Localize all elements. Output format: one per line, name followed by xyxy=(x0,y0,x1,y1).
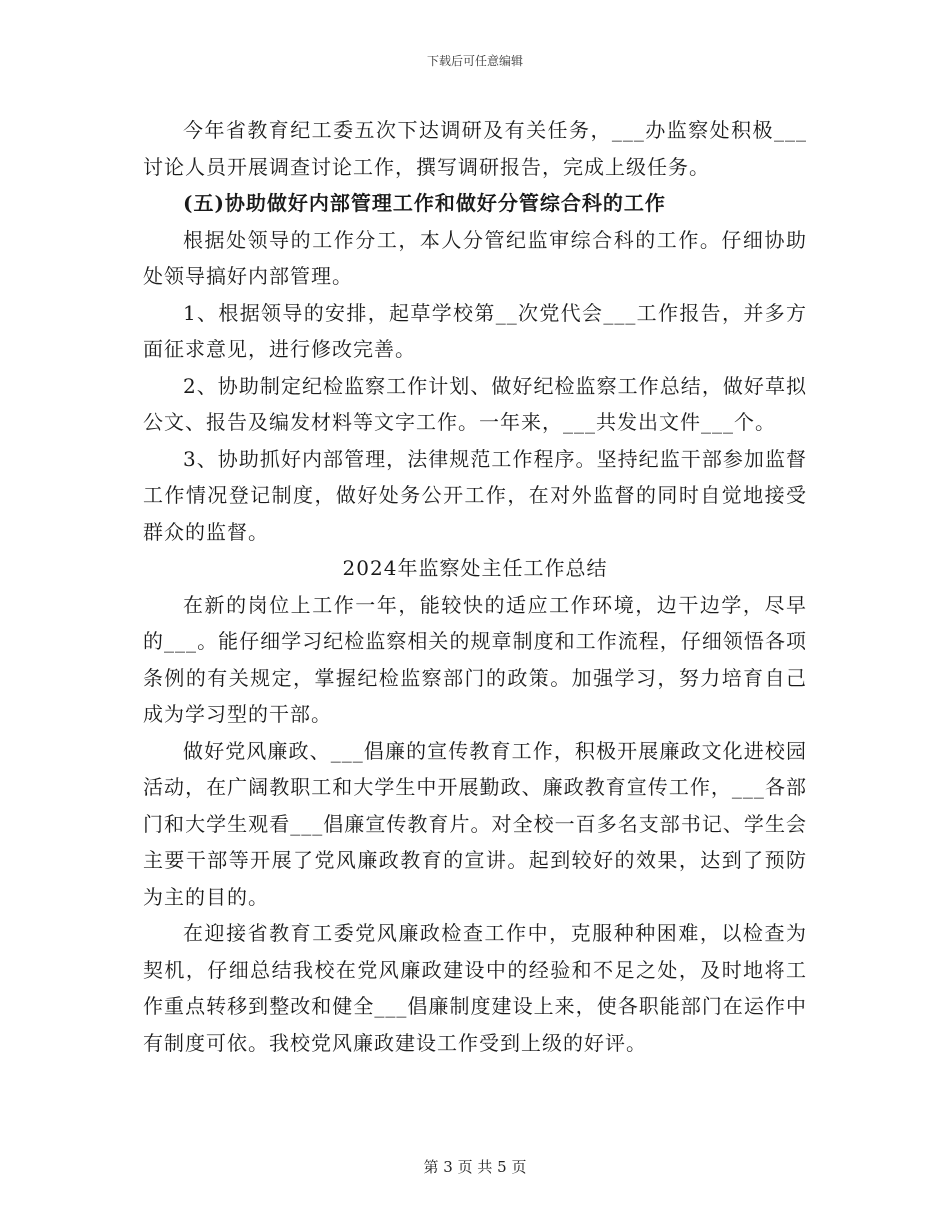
list-item-2: 2、协助制定纪检监察工作计划、做好纪检监察工作总结，做好草拟公文、报告及编发材料等文字工作。一年来，___共发出文件___个。 xyxy=(143,373,807,434)
page-header: 下载后可任意编辑 xyxy=(426,54,523,68)
paragraph-division-of-work: 根据处领导的工作分工，本人分管纪监审综合科的工作。仔细协助处领导搞好内部管理。 xyxy=(143,227,807,288)
paragraph-research-tasks: 今年省教育纪工委五次下达调研及有关任务，___办监察处积极___讨论人员开展调查讨论工作，撰写调研报告，完成上级任务。 xyxy=(143,118,807,179)
page-number: 第 3 页 共 5 页 xyxy=(423,1158,527,1176)
list-item-3: 3、协助抓好内部管理，法律规范工作程序。坚持纪监干部参加监督工作情况登记制度，做好处务公开工作，在对外监督的同时自觉地接受群众的监督。 xyxy=(143,446,807,544)
paragraph-anti-corruption-education: 做好党风廉政、___倡廉的宣传教育工作，积极开展廉政文化进校园活动，在广阔教职工和大学生中开展勤政、廉政教育宣传工作，___各部门和大学生观看___倡廉宣传教育片。对全校一百多名支部书记、学生会主要干部等开展了党风廉政教育的宣讲。起到较好的效果，达到了预防为主的目的。 xyxy=(143,738,807,909)
paragraph-new-position: 在新的岗位上工作一年，能较快的适应工作环境，边干边学，尽早的___。能仔细学习纪检监察相关的规章制度和工作流程，仔细领悟各项条例的有关规定，掌握纪检监察部门的政策。加强学习，努力培育自己成为学习型的干部。 xyxy=(143,592,807,726)
paragraph-inspection: 在迎接省教育工委党风廉政检查工作中，克服种种困难，以检查为契机，仔细总结我校在党风廉政建设中的经验和不足之处，及时地将工作重点转移到整改和健全___倡廉制度建设上来，使各职能部门在运作中有制度可依。我校党风廉政建设工作受到上级的好评。 xyxy=(143,921,807,1055)
section-heading-5: (五)协助做好内部管理工作和做好分管综合科的工作 xyxy=(183,191,666,215)
list-item-1: 1、根据领导的安排，起草学校第__次党代会___工作报告，并多方面征求意见，进行修改完善。 xyxy=(143,300,807,361)
document-body xyxy=(143,112,807,1061)
document-title: 2024年监察处主任工作总结 xyxy=(342,556,608,580)
